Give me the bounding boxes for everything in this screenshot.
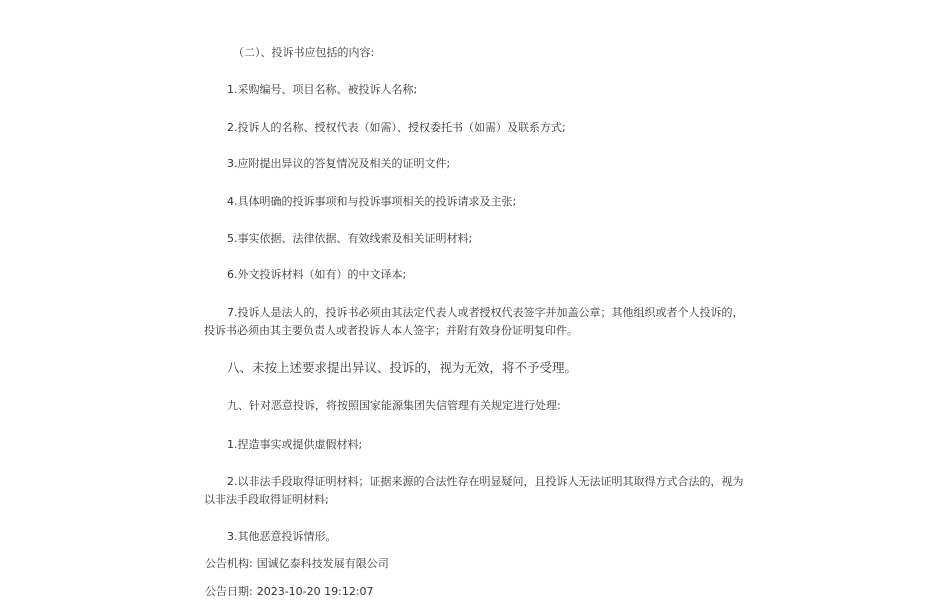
section2-item-1: 1.采购编号、项目名称、被投诉人名称; [227, 83, 418, 96]
date-label: 公告日期: [205, 585, 253, 598]
section2-item-5: 5.事实依据、法律依据、有效线索及相关证明材料; [227, 232, 473, 245]
section2-heading: （二）、投诉书应包括的内容: [233, 46, 375, 59]
section2-item-4: 4.具体明确的投诉事项和与投诉事项相关的投诉请求及主张; [227, 195, 517, 208]
section2-item-6: 6.外文投诉材料（如有）的中文译本; [227, 268, 407, 281]
section9-item-3: 3.其他恶意投诉情形。 [227, 530, 337, 543]
section2-item-7: 7.投诉人是法人的，投诉书必须由其法定代表人或者授权代表签字并加盖公章；其他组织或者个人投诉的，投诉书必须由其主要负责人或者投诉人本人签字；并附有效身份证明复印件。 [204, 306, 744, 337]
section8-text: 八、未按上述要求提出异议、投诉的，视为无效，将不予受理。 [227, 360, 578, 375]
section2-item-2: 2.投诉人的名称、授权代表（如需）、授权委托书（如需）及联系方式; [227, 121, 566, 134]
agency-value: 国诚亿泰科技发展有限公司 [256, 557, 389, 570]
section2-item-3: 3.应附提出异议的答复情况及相关的证明文件; [227, 157, 451, 170]
footer-date [205, 585, 374, 599]
section9-heading: 九、针对恶意投诉，将按照国家能源集团失信管理有关规定进行处理: [227, 399, 561, 412]
footer-agency [205, 557, 389, 571]
agency-label: 公告机构: [205, 557, 253, 570]
section9-item-1: 1.捏造事实或提供虚假材料; [227, 438, 363, 451]
date-value: 2023-10-20 19:12:07 [256, 585, 374, 598]
section9-item-2: 2.以非法手段取得证明材料；证据来源的合法性存在明显疑问，且投诉人无法证明其取得方式合法的，视为以非法手段取得证明材料; [204, 475, 744, 506]
